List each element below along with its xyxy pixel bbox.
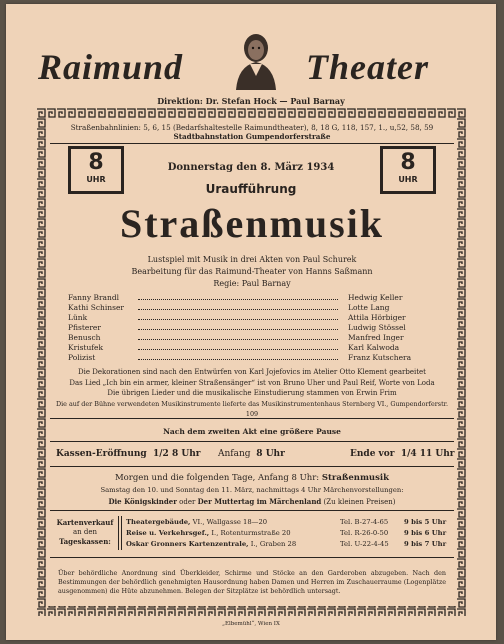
divider bbox=[50, 143, 454, 144]
brace bbox=[118, 516, 122, 550]
note-music: Die übrigen Lieder und die musikalische Einstudierung stammen von Erwin Frim bbox=[107, 389, 397, 397]
printer-mark: „Elbemühl“, Wien IX bbox=[222, 621, 280, 627]
title-raimund: Raimund bbox=[38, 47, 184, 87]
note-decorations: Die Dekorationen sind nach den Entwürfen von Karl Jojefovics im Atelier Otto Klement gearbeitet bbox=[78, 368, 426, 376]
matinee-title: Die Königskinder oder Der Muttertag im Märchenland (Zu kleinen Preisen) bbox=[108, 497, 396, 506]
play-title: Straßenmusik bbox=[119, 201, 385, 246]
schedule-kasse: Kassen-Eröffnung 1/2 8 Uhr bbox=[56, 449, 201, 459]
house-rules: Über behördliche Anordnung sind Überkleider, Schirme und Stöcke an den Garderoben abzugeben. Nach den Bestimmungen der behördlich genehmigten Hausordnung haben Damen und Herren im Zuschauerraume (Logenplätze ausgenommen) die Hüte abzunehmen. Belegen der Sitzplätze ist behördlich untersagt. bbox=[58, 569, 446, 595]
cast-row: Lünk Attila Hörbiger bbox=[68, 313, 406, 322]
note-song: Das Lied „Ich bin ein armer, kleiner Straßensänger“ ist von Bruno Uher und Paul Reif, Worte von Loda bbox=[69, 378, 435, 387]
cast-row: Kristufek Karl Kalwoda bbox=[68, 343, 400, 352]
cast-row: Pfisterer Ludwig Stössel bbox=[68, 323, 406, 332]
ticket-row: Oskar Gronners Kartenzentrale, I., Graben 28 Tel. U-22-4-45 9 bis 7 Uhr bbox=[126, 540, 447, 548]
ticket-row: Theatergebäude, VI., Wallgasse 18—20 Tel. B-27-4-65 9 bis 5 Uhr bbox=[126, 518, 447, 526]
ticket-row: Reise u. Verkehrsgef., I., Rotenturmstraße 20 Tel. R-26-0-50 9 bis 6 Uhr bbox=[126, 529, 447, 537]
note-instruments: Die auf der Bühne verwendeten Musikinstrumente lieferte das Musikinstrumentenhaus Sternberg VI., Gumpendorferstr. 109 bbox=[55, 399, 449, 418]
divider bbox=[50, 418, 454, 419]
time-unit: UHR bbox=[398, 175, 418, 184]
director-line: Regie: Paul Barnay bbox=[213, 279, 291, 288]
production-notes bbox=[50, 367, 454, 420]
schedule-ende: Ende vor 1/4 11 Uhr bbox=[350, 449, 455, 459]
play-subtitle: Lustspiel mit Musik in drei Akten von Paul Schurek bbox=[147, 255, 357, 264]
stadtbahn-station: Stadtbahnstation Gumpendorferstraße bbox=[173, 132, 331, 141]
pause-note: Nach dem zweiten Akt eine größere Pause bbox=[163, 427, 341, 436]
premiere-label: Uraufführung bbox=[205, 182, 297, 196]
time-box-left bbox=[68, 146, 124, 194]
divider bbox=[50, 441, 454, 442]
divider bbox=[50, 510, 454, 511]
raimund-portrait-icon bbox=[228, 28, 284, 90]
cast-row: Polizist Franz Kutschera bbox=[68, 353, 412, 362]
schedule-anfang: Anfang 8 Uhr bbox=[218, 449, 285, 459]
title-theater: Theater bbox=[306, 47, 429, 87]
matinee-line: Samstag den 10. und Sonntag den 11. März, nachmittags 4 Uhr Märchenvorstellungen: bbox=[100, 486, 404, 494]
transit-lines: Straßenbahnlinien: 5, 6, 15 (Bedarfshaltestelle Raimundtheater), 8, 18 G, 118, 157, 1., u,52, 58, 59 bbox=[70, 123, 434, 132]
time-box-right bbox=[380, 146, 436, 194]
divider bbox=[50, 557, 454, 558]
playbill-sheet bbox=[6, 4, 496, 640]
time-number: 8 bbox=[88, 150, 104, 175]
time-unit: UHR bbox=[86, 175, 106, 184]
adaptation-line: Bearbeitung für das Raimund-Theater von Hanns Saßmann bbox=[131, 267, 373, 276]
performance-date: Donnerstag den 8. März 1934 bbox=[167, 162, 335, 173]
cast-row: Benusch Manfred Inger bbox=[68, 333, 404, 342]
direktion-line: Direktion: Dr. Stefan Hock — Paul Barnay bbox=[157, 96, 345, 106]
divider bbox=[50, 466, 454, 467]
cast-row: Fanny Brandl Hedwig Keller bbox=[68, 293, 403, 302]
time-number: 8 bbox=[400, 150, 416, 175]
following-days: Morgen und die folgenden Tage, Anfang 8 Uhr: Straßenmusik bbox=[114, 473, 390, 483]
cast-row: Kathi Schinser Lotte Lang bbox=[68, 303, 390, 312]
ticket-label: Kartenverkauf an den Tageskassen: bbox=[56, 518, 114, 546]
